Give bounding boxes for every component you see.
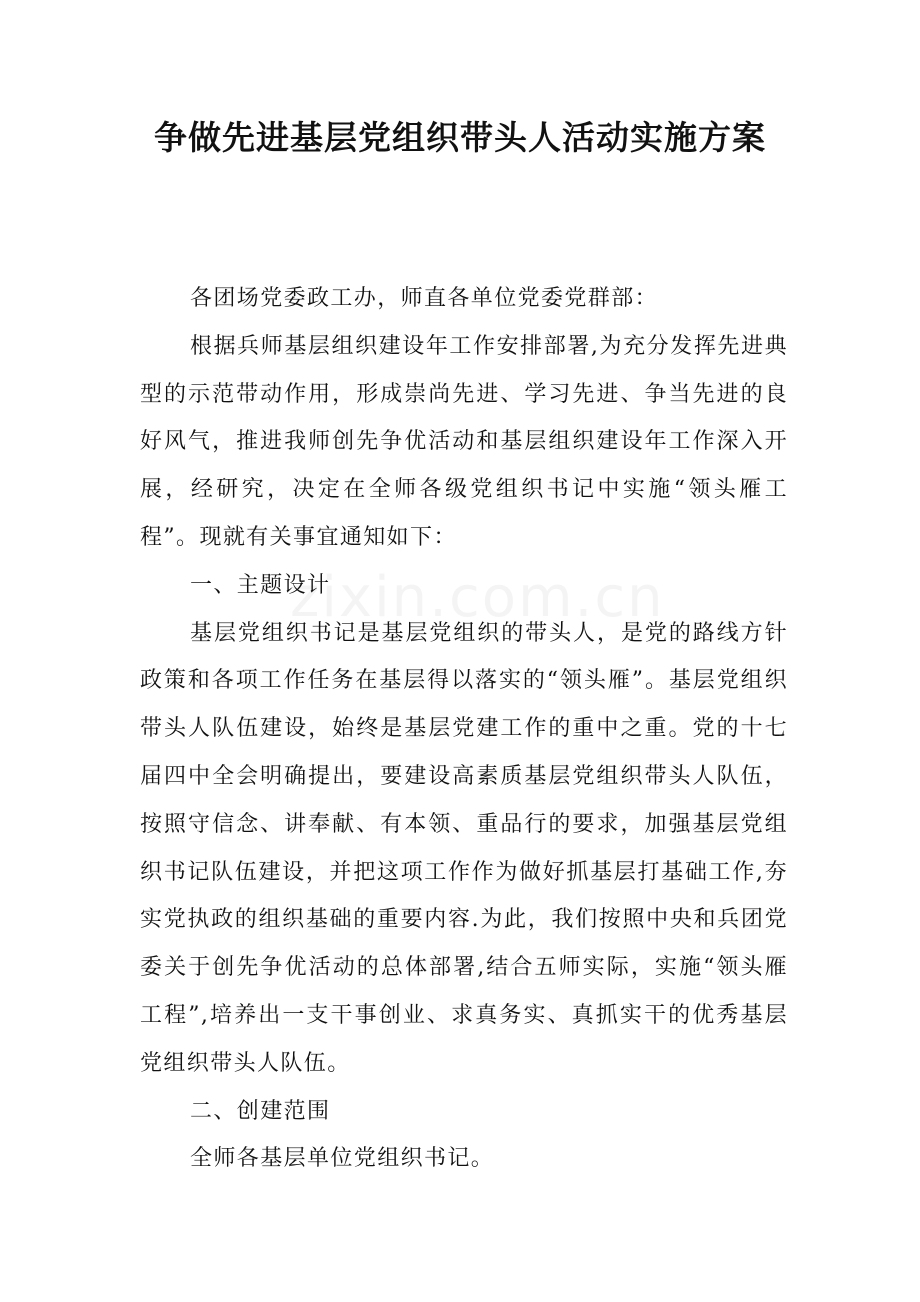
scope-paragraph: 全师各基层单位党组织书记。: [190, 1146, 495, 1172]
intro-paragraph: 根据兵师基层组织建设年工作安排部署,为充分发挥先进典型的示范带动作用，形成崇尚先进、学习先进、争当先进的良好风气，推进我师创先争优活动和基层组织建设年工作深入开展，经研究，决定在全师各级党组织书记中实施“领头雁工程”。现就有关事宜通知如下：: [140, 333, 788, 550]
document-body: [140, 275, 788, 1183]
salutation-paragraph: 各团场党委政工办，师直各单位党委党群部：: [190, 286, 659, 311]
section-heading-theme: 一、主题设计: [190, 572, 331, 598]
document-title: 争做先进基层党组织带头人活动实施方案: [154, 118, 766, 157]
section-heading-scope: 二、创建范围: [190, 1098, 331, 1124]
theme-paragraph: 基层党组织书记是基层党组织的带头人，是党的路线方针政策和各项工作任务在基层得以落实的“领头雁”。基层党组织带头人队伍建设，始终是基层党建工作的重中之重。党的十七届四中全会明确提出，要建设高素质基层党组织带头人队伍，按照守信念、讲奉献、有本领、重品行的要求，加强基层党组织书记队伍建设，并把这项工作作为做好抓基层打基础工作,夯实党执政的组织基础的重要内容.为此，我们按照中央和兵团党委关于创先争优活动的总体部署,结合五师实际，实施“领头雁工程”,培养出一支干事创业、求真务实、真抓实干的优秀基层党组织带头人队伍。: [140, 620, 788, 1076]
